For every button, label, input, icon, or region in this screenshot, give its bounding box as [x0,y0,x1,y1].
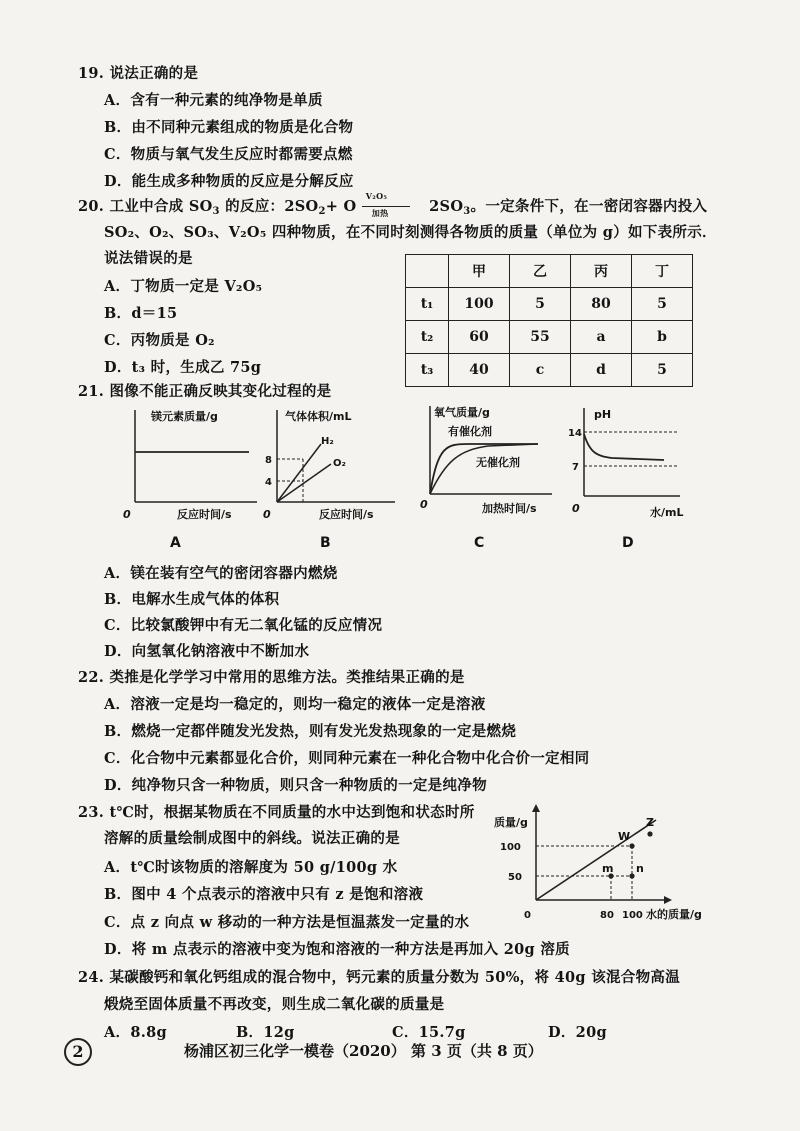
q20-option-a: A．丁物质一定是 V₂O₅ [104,278,263,295]
o2-line-label: O₂ [333,458,346,469]
q22-option-a: A．溶液一定是均一稳定的，则均一稳定的液体一定是溶液 [104,696,486,713]
graph-c-caption: C [474,535,485,551]
q19-option-d: D．能生成多种物质的反应是分解反应 [104,173,354,190]
q24-option-c: C．15.7g [392,1024,466,1041]
q23-solubility-graph [490,800,716,930]
q24-option-a: A．8.8g [104,1024,167,1041]
tick-label: 100 [500,842,521,853]
tick-label: 4 [265,477,272,488]
q19-stem: 19. 说法正确的是 [78,65,199,82]
axis-label-y: 镁元素质量/g [151,410,218,423]
series-label-no-catalyst: 无催化剂 [476,456,520,469]
q24-option-b: B．12g [236,1024,295,1041]
table-header-row: 甲 乙 丙 丁 [406,255,693,288]
tick-label: 80 [600,910,614,921]
table-row: t₁ 100 5 80 5 [406,288,693,321]
q20-line3: 说法错误的是 [104,250,193,267]
origin-label: 0 [263,508,271,521]
q23-stem-1: 23. t℃时，根据某物质在不同质量的水中达到饱和状态时所 [78,804,475,821]
q22-stem: 22. 类推是化学学习中常用的思维方法。类推结果正确的是 [78,669,465,686]
q19-option-c: C．物质与氧气发生反应时都需要点燃 [104,146,353,163]
q24-stem-2: 煅烧至固体质量不再改变，则生成二氧化碳的质量是 [104,996,445,1013]
q24-option-d: D．20g [548,1024,607,1041]
q23-option-d: D．将 m 点表示的溶液中变为饱和溶液的一种方法是再加入 20g 溶质 [104,941,570,958]
q19-option-b: B．由不同种元素组成的物质是化合物 [104,119,354,136]
q23-option-a: A．t℃时该物质的溶解度为 50 g/100g 水 [104,859,398,876]
graph-b-caption: B [320,535,331,551]
q21-graph-b [263,404,403,524]
axis-label-x: 反应时间/s [177,508,232,521]
table-row: t₂ 60 55 a b [406,321,693,354]
origin-label: 0 [123,508,131,521]
graph-d-caption: D [622,535,634,551]
q20-stem: 20. 工业中合成 $SO_3$ 的反应：$2SO_2+ O$ V₂O₅ 加热 $2SO_3$。一定条件下，在一密闭容器内投入 [78,191,708,218]
tick-label: 50 [508,872,522,883]
q22-option-b: B．燃烧一定都伴随发光发热，则有发光发热现象的一定是燃烧 [104,723,517,740]
q24-stem-1: 24. 某碳酸钙和氧化钙组成的混合物中，钙元素的质量分数为 50%，将 40g 该混合物高温 [78,969,680,986]
axis-label-x: 加热时间/s [482,502,537,515]
q23-stem-2: 溶解的质量绘制成图中的斜线。说法正确的是 [104,830,400,847]
q20-mass-table [405,254,693,387]
q20-option-d: D．t₃ 时，生成乙 75g [104,359,262,376]
q21-stem: 21. 图像不能正确反映其变化过程的是 [78,383,332,400]
q22-option-c: C．化合物中元素都显化合价，则同种元素在一种化合物中化合价一定相同 [104,750,590,767]
point-label-n: n [636,862,644,875]
q21-option-c: C．比较氯酸钾中有无二氧化锰的反应情况 [104,617,383,634]
q21-graph-a [125,404,265,524]
q21-graph-c [418,404,558,524]
axis-label-y: 气体体积/mL [285,410,352,423]
axis-label-y: pH [594,408,612,421]
series-label-catalyst: 有催化剂 [448,425,492,438]
point-label-m: m [602,862,614,875]
axis-label-y: 氧气质量/g [434,406,490,419]
q20-option-c: C．丙物质是 O₂ [104,332,215,349]
origin-label: 0 [524,910,531,921]
q21-graph-d [568,404,688,524]
table-row: t₃ 40 c d 5 [406,354,693,387]
h2-line-label: H₂ [321,436,334,447]
q21-option-a: A．镁在装有空气的密闭容器内燃烧 [104,565,338,582]
axis-label-x: 水/mL [650,506,684,519]
page-footer: 杨浦区初三化学一模卷（2020） 第 3 页（共 8 页） [184,1042,543,1060]
tick-label: 7 [572,462,579,473]
page-circle-number: 2 [64,1038,92,1066]
origin-label: 0 [420,498,428,511]
point-label-w: W [618,830,631,843]
q20-line2: SO₂、O₂、SO₃、V₂O₅ 四种物质，在不同时刻测得各物质的质量（单位为 g）如下表所示． [104,224,717,241]
q21-option-d: D．向氢氧化钠溶液中不断加水 [104,643,310,660]
q20-option-b: B．d＝15 [104,305,178,322]
tick-label: 100 [622,910,643,921]
reaction-condition-arrow: V₂O₅ 加热 [362,200,410,214]
tick-label: 8 [265,455,272,466]
graph-a-caption: A [170,535,181,551]
q22-option-d: D．纯净物只含一种物质，则只含一种物质的一定是纯净物 [104,777,487,794]
axis-label-x: 反应时间/s [319,508,374,521]
q23-option-c: C．点 z 向点 w 移动的一种方法是恒温蒸发一定量的水 [104,914,470,931]
q21-option-b: B．电解水生成气体的体积 [104,591,280,608]
tick-label: 14 [568,428,582,439]
q23-option-b: B．图中 4 个点表示的溶液中只有 z 是饱和溶液 [104,886,424,903]
q19-option-a: A．含有一种元素的纯净物是单质 [104,92,323,109]
axis-label-y: 质量/g [494,816,528,829]
axis-label-x: 水的质量/g [646,908,702,921]
point-label-z: Z [646,816,654,829]
origin-label: 0 [572,502,580,515]
